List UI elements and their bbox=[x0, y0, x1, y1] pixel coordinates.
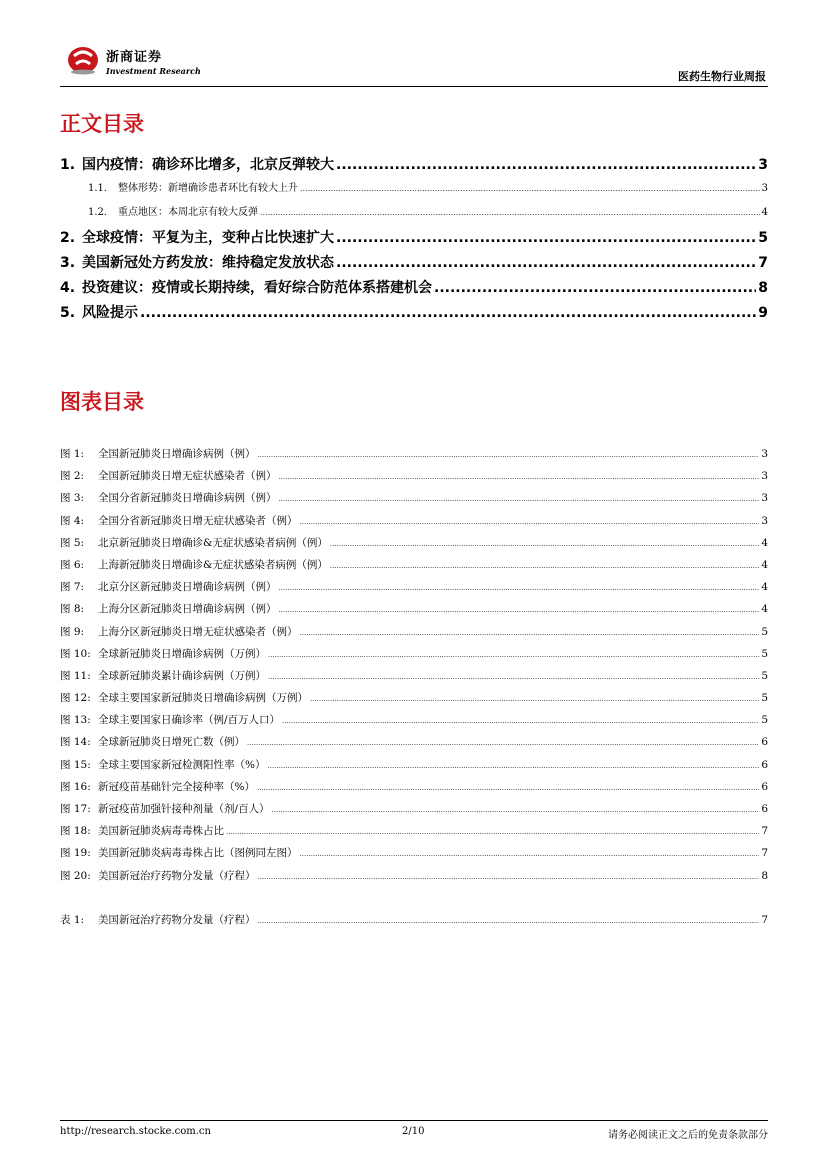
leader-dots bbox=[260, 208, 760, 217]
figure-title: 全球主要国家日确诊率（例/百万人口） bbox=[98, 714, 281, 727]
toc-item-number: 1. bbox=[60, 157, 76, 173]
figure-item[interactable] bbox=[60, 668, 768, 690]
figure-title: 全球主要国家新冠检测阳性率（%） bbox=[98, 758, 266, 771]
figure-label: 图 11: bbox=[60, 669, 91, 682]
toc-title: 正文目录 bbox=[60, 112, 144, 136]
leader-dots bbox=[257, 784, 759, 792]
leader-dots bbox=[336, 230, 756, 246]
figure-item[interactable] bbox=[60, 490, 768, 512]
toc-item-text: 整体形势：新增确诊患者环比有较大上升 bbox=[118, 183, 298, 194]
figure-item[interactable] bbox=[60, 712, 768, 734]
leader-dots bbox=[300, 518, 760, 526]
leader-dots bbox=[279, 584, 760, 592]
figure-item[interactable] bbox=[60, 779, 768, 801]
figure-item[interactable] bbox=[60, 513, 768, 535]
figure-page: 6 bbox=[761, 780, 768, 793]
figure-label: 图 1: bbox=[60, 448, 85, 460]
figure-page: 5 bbox=[761, 714, 768, 727]
leader-dots bbox=[310, 695, 759, 703]
figure-item[interactable] bbox=[60, 868, 768, 890]
table-label: 表 1: bbox=[60, 914, 85, 926]
figure-label: 图 7: bbox=[60, 581, 85, 594]
toc-item-number: 1.1. bbox=[88, 183, 108, 194]
toc-item-number: 3. bbox=[60, 255, 76, 271]
figure-title: 美国新冠肺炎病毒毒株占比 bbox=[98, 825, 224, 838]
table-list bbox=[60, 912, 768, 934]
toc-item[interactable] bbox=[60, 227, 768, 252]
leader-dots bbox=[282, 717, 759, 725]
figure-page: 4 bbox=[761, 581, 768, 594]
figure-page: 5 bbox=[761, 669, 768, 682]
figure-title: 北京新冠肺炎日增确诊&无症状感染者病例（例） bbox=[98, 536, 328, 549]
toc-list bbox=[60, 154, 768, 327]
figure-label: 图 9: bbox=[60, 625, 85, 638]
logo-cn-text: 浙商证券 bbox=[106, 50, 163, 65]
figure-label: 图 6: bbox=[60, 558, 85, 571]
leader-dots bbox=[258, 451, 760, 459]
toc-item[interactable] bbox=[60, 252, 768, 277]
figure-list bbox=[60, 446, 768, 890]
figure-label: 图 10: bbox=[60, 647, 91, 660]
toc-item-number: 5. bbox=[60, 305, 76, 321]
toc-item-text: 风险提示 bbox=[82, 305, 138, 321]
leader-dots bbox=[330, 562, 759, 570]
figure-title: 全球主要国家新冠肺炎日增确诊病例（万例） bbox=[98, 692, 308, 705]
header-divider bbox=[60, 86, 768, 87]
toc-item-page: 4 bbox=[761, 207, 768, 218]
toc-item[interactable] bbox=[60, 277, 768, 302]
figure-item[interactable] bbox=[60, 757, 768, 779]
figure-label: 图 8: bbox=[60, 603, 85, 616]
figure-label: 图 5: bbox=[60, 536, 85, 549]
figure-item[interactable] bbox=[60, 823, 768, 845]
figure-item[interactable] bbox=[60, 446, 768, 468]
figure-page: 3 bbox=[761, 514, 768, 527]
toc-item[interactable] bbox=[60, 179, 768, 203]
figure-label: 图 17: bbox=[60, 803, 91, 815]
figure-title: 美国新冠治疗药物分发量（疗程） bbox=[98, 869, 256, 882]
leader-dots bbox=[330, 540, 759, 548]
figure-item[interactable] bbox=[60, 624, 768, 646]
figure-page: 8 bbox=[761, 869, 768, 882]
toc-item-page: 3 bbox=[761, 183, 768, 194]
figure-page: 5 bbox=[761, 647, 768, 660]
figure-page: 4 bbox=[761, 603, 768, 616]
leader-dots bbox=[258, 917, 760, 925]
page-header bbox=[60, 40, 768, 88]
figure-page: 5 bbox=[761, 692, 768, 705]
figure-title: 新冠疫苗基础针完全接种率（%） bbox=[98, 780, 255, 793]
toc-item-text: 投资建议：疫情或长期持续，看好综合防范体系搭建机会 bbox=[82, 280, 432, 296]
toc-item-page: 3 bbox=[758, 157, 768, 173]
figure-title: 上海分区新冠肺炎日增确诊病例（例） bbox=[98, 603, 277, 616]
figure-label: 图 16: bbox=[60, 780, 91, 793]
leader-dots bbox=[140, 305, 756, 321]
report-type: 医药生物行业周报 bbox=[678, 70, 766, 83]
table-title: 美国新冠治疗药物分发量（疗程） bbox=[98, 914, 256, 926]
figure-page: 3 bbox=[761, 492, 768, 505]
figure-title: 全国分省新冠肺炎日增无症状感染者（例） bbox=[98, 514, 298, 527]
toc-item[interactable] bbox=[60, 302, 768, 327]
figure-item[interactable] bbox=[60, 734, 768, 756]
logo-en-text: Investment Research bbox=[106, 66, 201, 76]
disclaimer-note: 请务必阅读正文之后的免责条款部分 bbox=[608, 1130, 768, 1141]
toc-item-page: 5 bbox=[758, 230, 768, 246]
figure-label: 图 18: bbox=[60, 825, 91, 838]
leader-dots bbox=[300, 184, 760, 193]
figures-title: 图表目录 bbox=[60, 390, 144, 414]
figure-title: 上海新冠肺炎日增确诊&无症状感染者病例（例） bbox=[98, 558, 328, 571]
figure-item[interactable] bbox=[60, 468, 768, 490]
toc-item-text: 重点地区：本周北京有较大反弹 bbox=[118, 207, 258, 218]
toc-item-page: 7 bbox=[758, 255, 768, 271]
toc-item[interactable] bbox=[60, 203, 768, 227]
figure-page: 7 bbox=[761, 847, 768, 860]
figure-title: 美国新冠肺炎病毒毒株占比（图例同左图） bbox=[98, 847, 298, 860]
leader-dots bbox=[268, 651, 759, 659]
figure-title: 全球新冠肺炎累计确诊病例（万例） bbox=[98, 669, 266, 682]
leader-dots bbox=[279, 473, 760, 481]
figure-item[interactable] bbox=[60, 557, 768, 579]
figure-title: 全国新冠肺炎日增确诊病例（例） bbox=[98, 448, 256, 460]
figure-page: 4 bbox=[761, 558, 768, 571]
toc-item-text: 美国新冠处方药发放：维持稳定发放状态 bbox=[82, 255, 334, 271]
figure-label: 图 19: bbox=[60, 847, 91, 860]
figure-page: 4 bbox=[761, 536, 768, 549]
figure-page: 6 bbox=[761, 803, 768, 815]
figure-title: 全国分省新冠肺炎日增确诊病例（例） bbox=[98, 492, 277, 505]
figure-label: 图 12: bbox=[60, 692, 91, 705]
toc-item-text: 国内疫情：确诊环比增多，北京反弹较大 bbox=[82, 157, 334, 173]
figure-label: 图 13: bbox=[60, 714, 91, 727]
figure-item[interactable] bbox=[60, 801, 768, 823]
leader-dots bbox=[247, 739, 759, 747]
figure-page: 7 bbox=[761, 825, 768, 838]
leader-dots bbox=[268, 673, 759, 681]
leader-dots bbox=[336, 157, 756, 173]
toc-item-text: 全球疫情：平复为主，变种占比快速扩大 bbox=[82, 230, 334, 246]
toc-item-page: 9 bbox=[758, 305, 768, 321]
leader-dots bbox=[300, 629, 760, 637]
leader-dots bbox=[434, 280, 756, 296]
figure-page: 3 bbox=[761, 470, 768, 483]
figure-label: 图 4: bbox=[60, 514, 85, 527]
page-number: 2/10 bbox=[402, 1126, 425, 1137]
figure-title: 全球新冠肺炎日增死亡数（例） bbox=[98, 736, 245, 749]
figure-item[interactable] bbox=[60, 690, 768, 712]
leader-dots bbox=[267, 762, 759, 770]
figure-page: 6 bbox=[761, 736, 768, 749]
leader-dots bbox=[226, 828, 759, 836]
toc-item-number: 1.2. bbox=[88, 207, 108, 218]
toc-item-number: 2. bbox=[60, 230, 76, 246]
figure-title: 上海分区新冠肺炎日增无症状感染者（例） bbox=[98, 625, 298, 638]
figure-item[interactable] bbox=[60, 601, 768, 623]
figure-item[interactable] bbox=[60, 845, 768, 867]
leader-dots bbox=[300, 850, 760, 858]
leader-dots bbox=[336, 255, 756, 271]
footer-url[interactable]: http://research.stocke.com.cn bbox=[60, 1126, 211, 1137]
figure-page: 3 bbox=[761, 448, 768, 460]
leader-dots bbox=[279, 495, 760, 503]
figure-item[interactable] bbox=[60, 646, 768, 668]
toc-item-number: 4. bbox=[60, 280, 76, 296]
toc-item[interactable] bbox=[60, 154, 768, 179]
figure-label: 图 2: bbox=[60, 470, 85, 483]
table-page: 7 bbox=[761, 914, 768, 926]
figure-label: 图 14: bbox=[60, 736, 91, 749]
figure-page: 6 bbox=[761, 758, 768, 771]
figure-title: 新冠疫苗加强针接种剂量（剂/百人） bbox=[98, 803, 270, 815]
figure-label: 图 20: bbox=[60, 869, 91, 882]
figure-title: 北京分区新冠肺炎日增确诊病例（例） bbox=[98, 581, 277, 594]
figure-label: 图 3: bbox=[60, 492, 85, 505]
figure-label: 图 15: bbox=[60, 758, 91, 771]
figure-title: 全国新冠肺炎日增无症状感染者（例） bbox=[98, 470, 277, 483]
leader-dots bbox=[279, 606, 760, 614]
page-footer bbox=[60, 1120, 768, 1150]
figure-item[interactable] bbox=[60, 535, 768, 557]
footer-divider bbox=[60, 1120, 768, 1121]
logo-icon bbox=[66, 42, 100, 76]
leader-dots bbox=[272, 806, 760, 814]
leader-dots bbox=[258, 873, 760, 881]
table-item[interactable] bbox=[60, 912, 768, 934]
figure-title: 全球新冠肺炎日增确诊病例（万例） bbox=[98, 647, 266, 660]
figure-item[interactable] bbox=[60, 579, 768, 601]
figure-page: 5 bbox=[761, 625, 768, 638]
toc-item-page: 8 bbox=[758, 280, 768, 296]
